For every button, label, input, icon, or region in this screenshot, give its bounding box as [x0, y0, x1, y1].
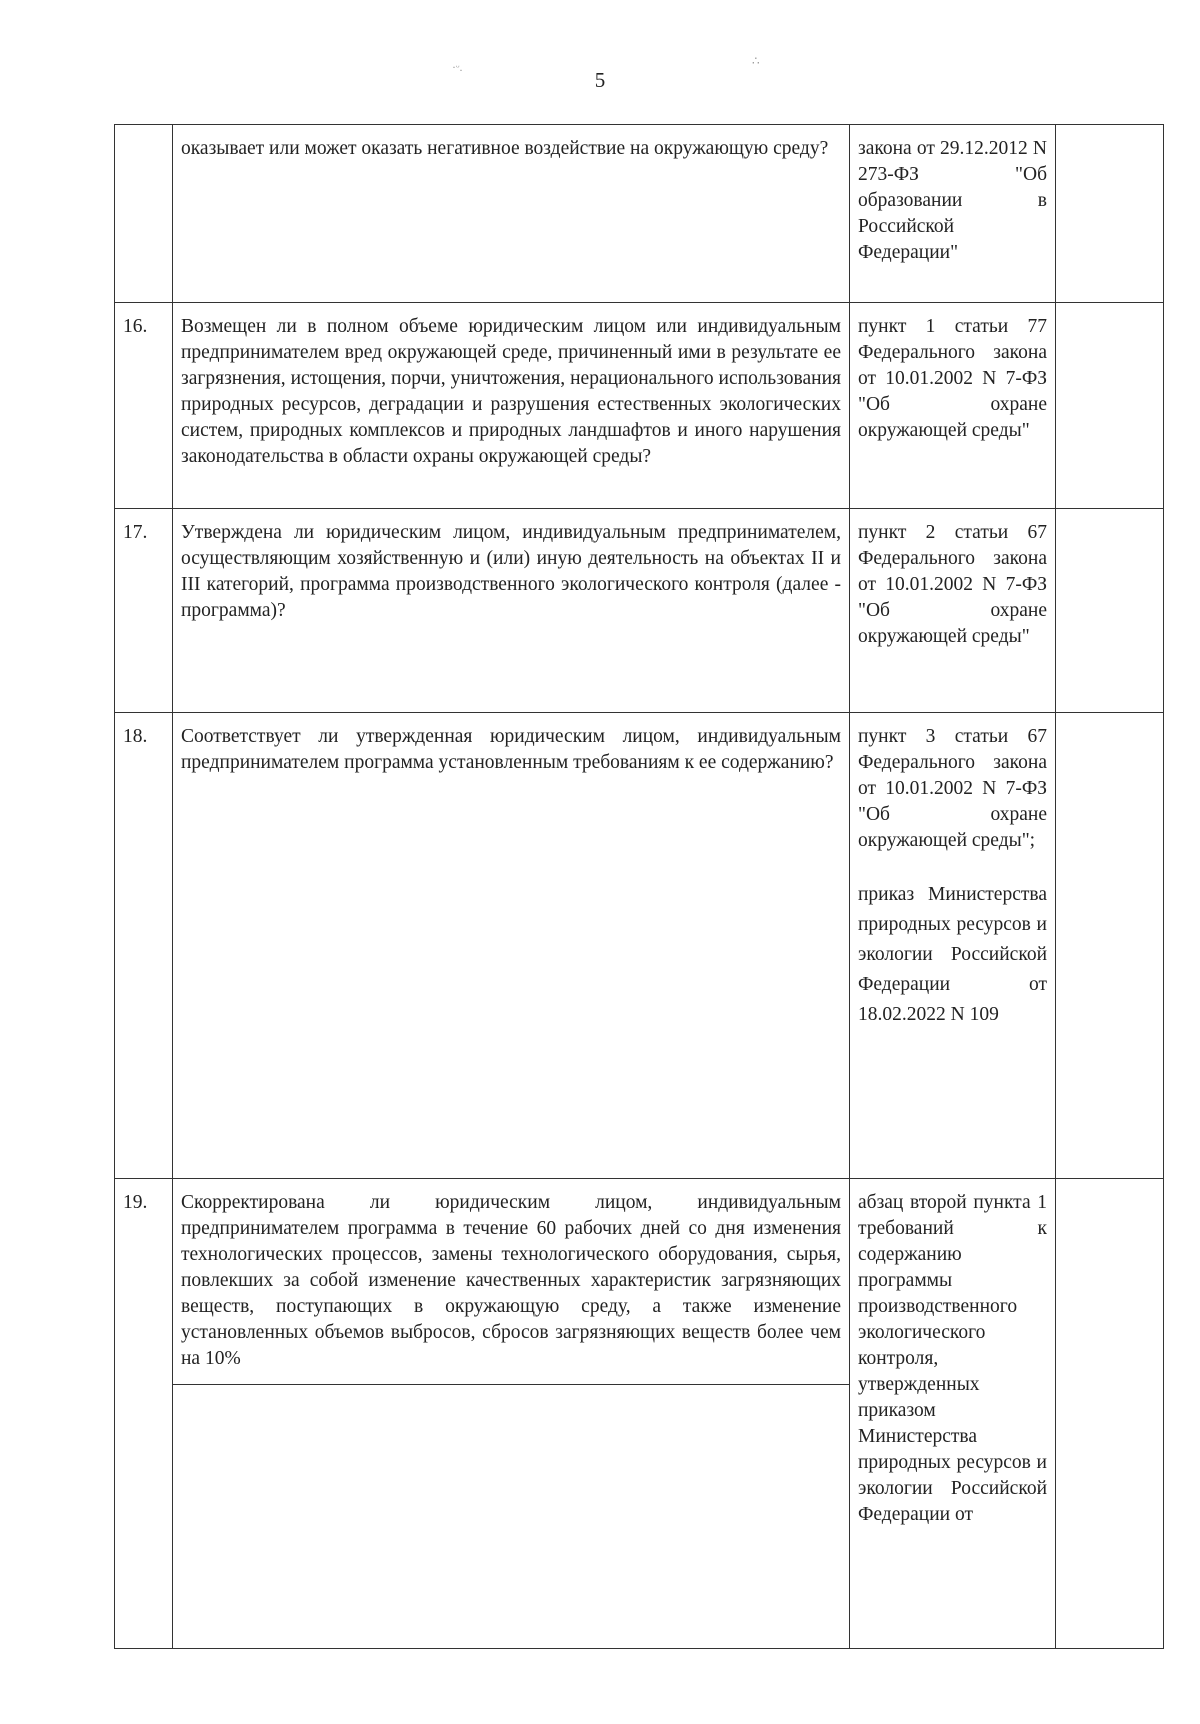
answer-cell — [1056, 713, 1164, 1179]
row-number: 18. — [115, 713, 173, 1179]
question-cell: Соответствует ли утвержденная юридическим лицом, индивидуальным предпринимателем программа установленным требованиям к ее содержанию? — [173, 713, 850, 1179]
question-cell: Возмещен ли в полном объеме юридическим лицом или индивидуальным предпринимателем вред окружающей среде, причиненный ими в результате ее загрязнения, истощения, порчи, уничтожения, нерационального использования природных ресурсов, деградации и разрушения естественных экологических систем, природных комплексов и природных ландшафтов и иного нарушения законодательства в области охраны окружающей среды? — [173, 303, 850, 509]
question-text: Скорректирована ли юридическим лицом, индивидуальным предпринимателем программа в течение 60 рабочих дней со дня изменения технологических процессов, замены технологического оборудования, сырья, повлекших за собой изменение качественных характеристик загрязняющих веществ, поступающих в окружающую среду, а также изменение установленных объемов выбросов, сбросов загрязняющих веществ более чем на 10% — [181, 1192, 841, 1369]
blank-subcell — [173, 1384, 849, 1385]
checklist-table — [114, 124, 1164, 1649]
question-cell: оказывает или может оказать негативное воздействие на окружающую среду? — [173, 125, 850, 303]
reference-cell: абзац второй пункта 1 требований к содержанию программы производственного экологического контроля, утвержденных приказом Министерства природных ресурсов и экологии Российской Федерации от — [850, 1179, 1056, 1649]
table-row — [115, 125, 1164, 303]
scan-speck: ·ᵕ. — [452, 60, 463, 74]
scan-speck: ∴ — [752, 54, 760, 68]
table-row — [115, 1179, 1164, 1649]
page-number: 5 — [594, 68, 606, 92]
reference-text: пункт 3 статьи 67 Федерального закона от 10.01.2002 N 7-ФЗ "Об охране окружающей среды"; — [858, 726, 1047, 851]
answer-cell — [1056, 509, 1164, 713]
row-number: 16. — [115, 303, 173, 509]
question-cell: Утверждена ли юридическим лицом, индивидуальным предпринимателем, осуществляющим хозяйственную и (или) иную деятельность на объектах II и III категорий, программа производственного экологического контроля (далее - программа)? — [173, 509, 850, 713]
answer-cell — [1056, 125, 1164, 303]
table-row — [115, 509, 1164, 713]
row-number: 19. — [115, 1179, 173, 1649]
table-row — [115, 303, 1164, 509]
reference-cell: пункт 2 статьи 67 Федерального закона от 10.01.2002 N 7-ФЗ "Об охране окружающей среды" — [850, 509, 1056, 713]
reference-extra-text: приказ Министерства природных ресурсов и экологии Российской Федерации от 18.02.2022 N 109 — [858, 884, 1047, 1025]
answer-cell — [1056, 1179, 1164, 1649]
answer-cell — [1056, 303, 1164, 509]
row-number — [115, 125, 173, 303]
reference-cell: пункт 1 статьи 77 Федерального закона от 10.01.2002 N 7-ФЗ "Об охране окружающей среды" — [850, 303, 1056, 509]
table-row — [115, 713, 1164, 1179]
reference-cell: закона от 29.12.2012 N 273-ФЗ "Об образовании в Российской Федерации" — [850, 125, 1056, 303]
row-number: 17. — [115, 509, 173, 713]
reference-cell — [850, 713, 1056, 1179]
question-cell — [173, 1179, 850, 1649]
